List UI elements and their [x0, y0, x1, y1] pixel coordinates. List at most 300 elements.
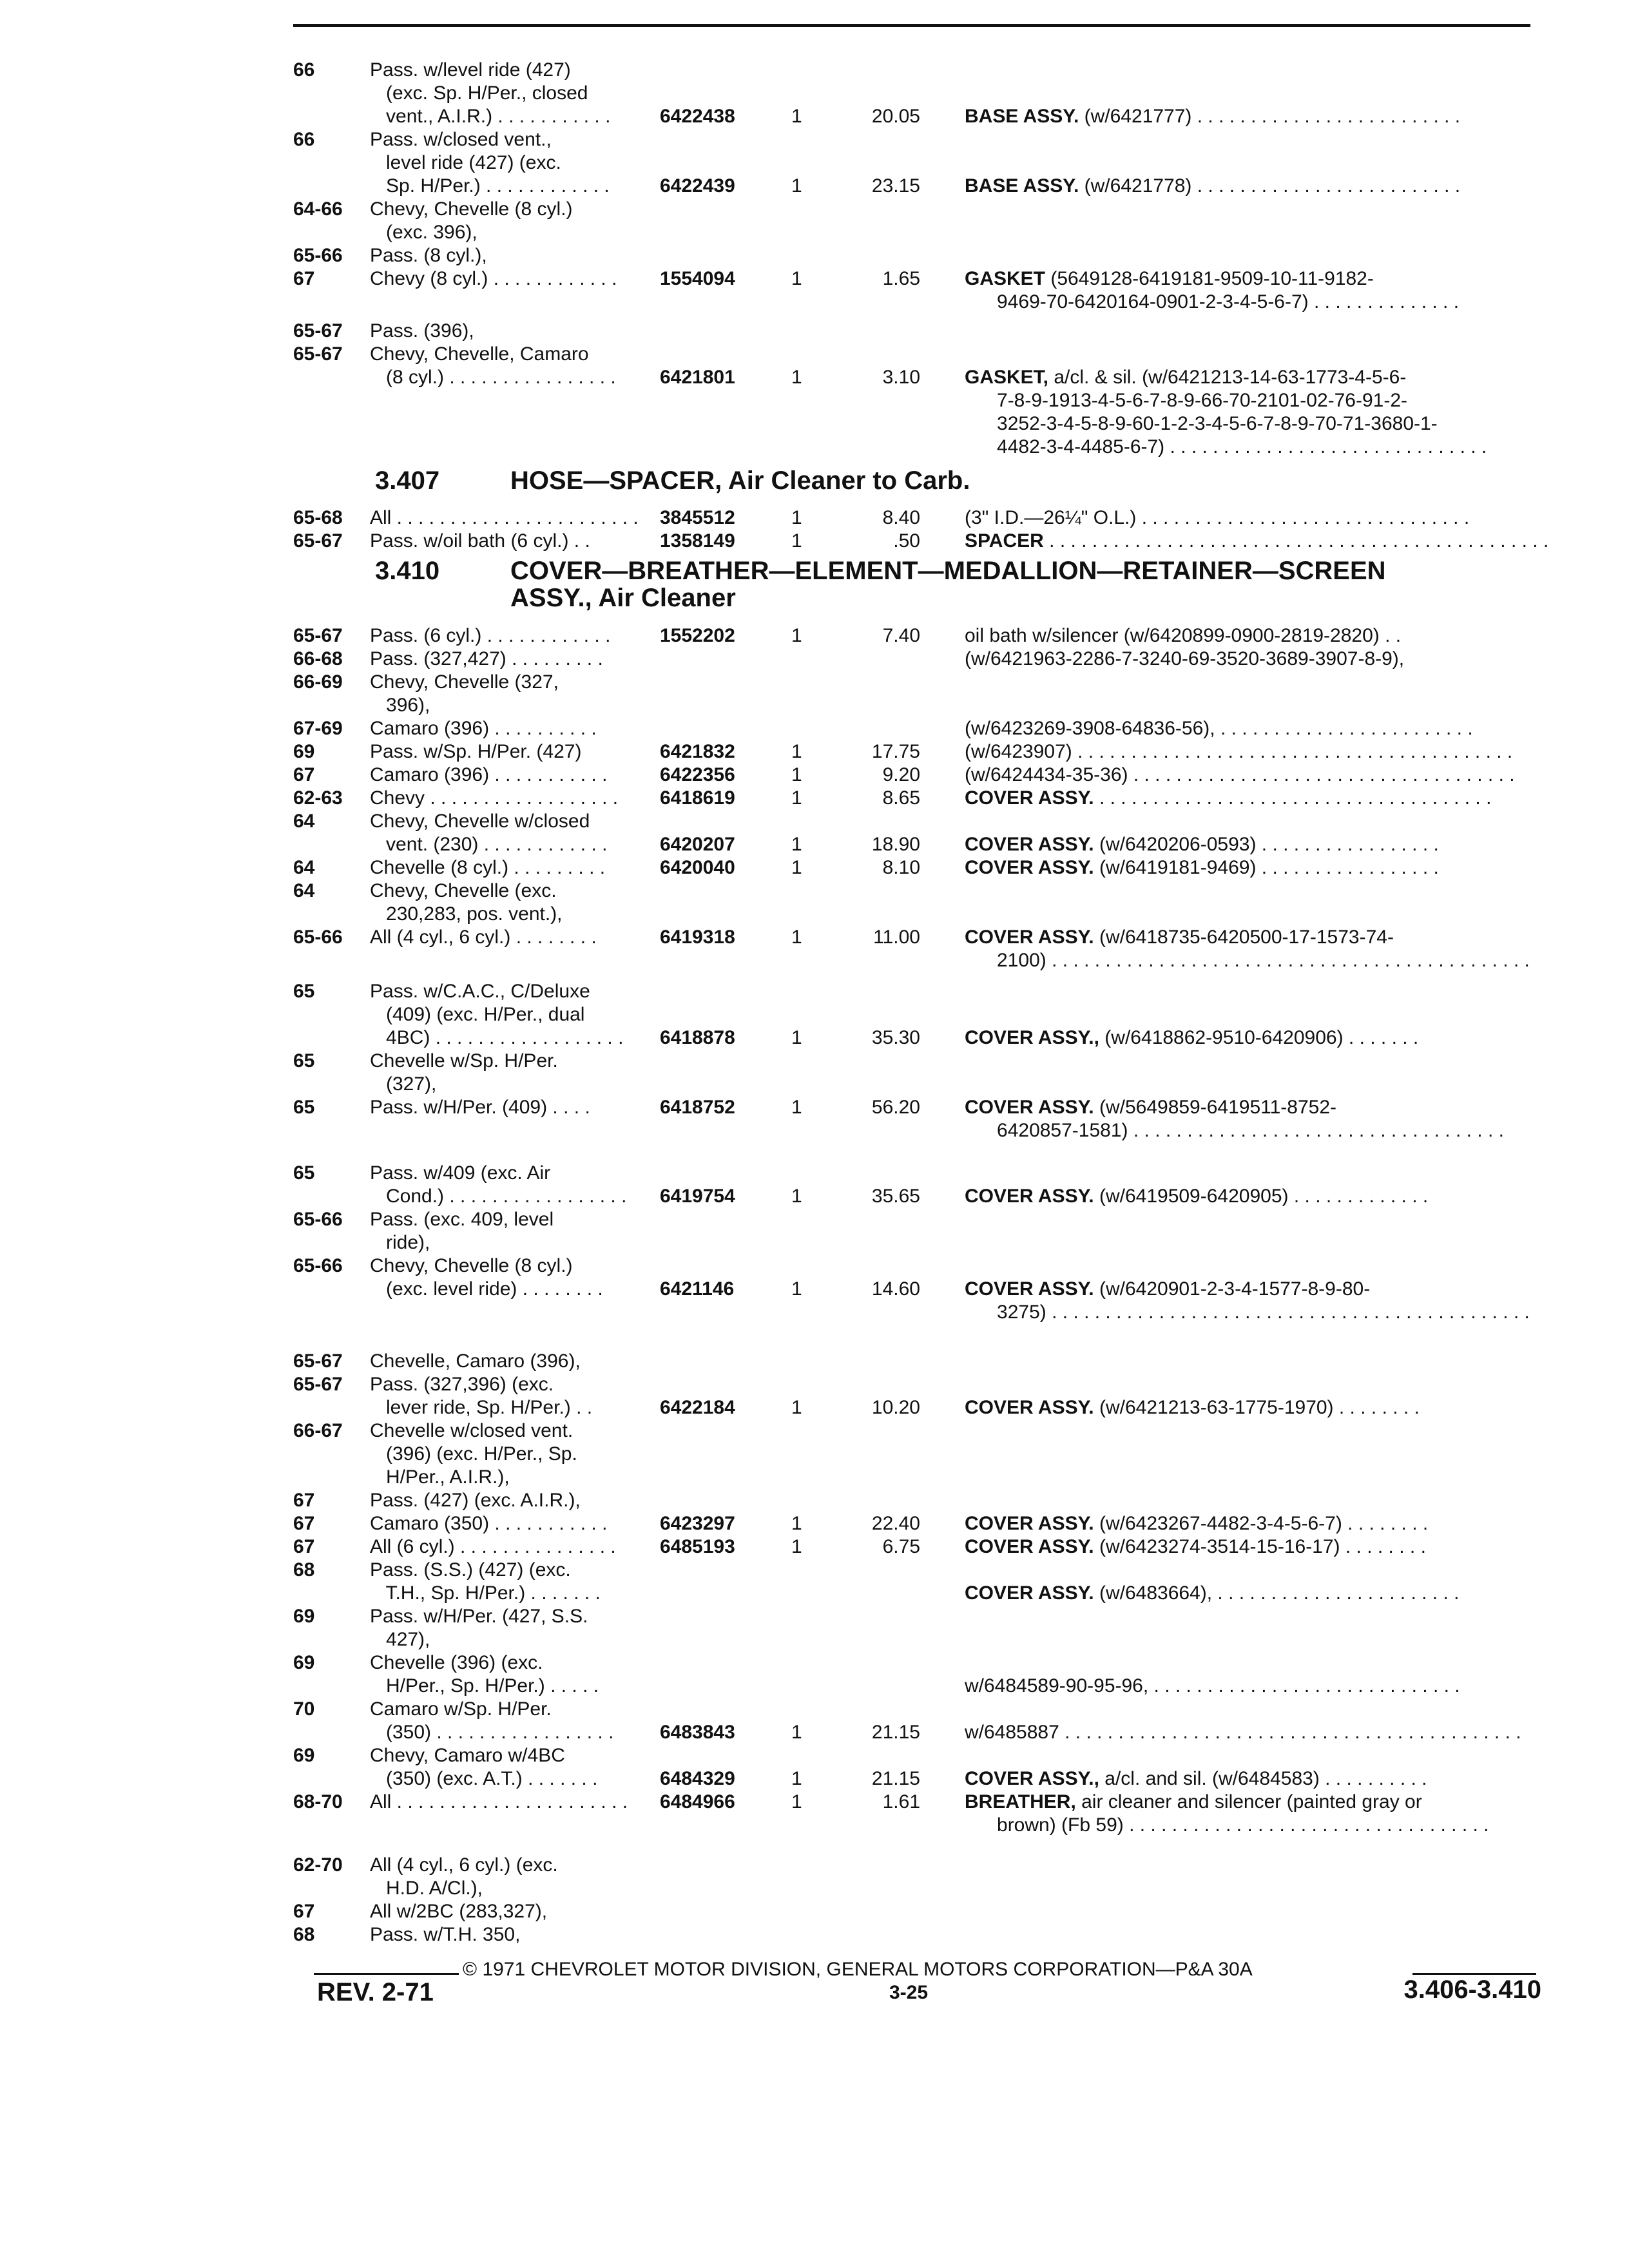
description — [965, 1277, 1370, 1302]
quantity: 1 — [791, 1513, 802, 1534]
model-year: 65-66 — [293, 927, 343, 948]
listing-row — [0, 197, 1629, 223]
listing-row — [0, 435, 1629, 461]
part-number: 6419318 — [660, 927, 735, 948]
description — [965, 1396, 1420, 1420]
application: Chevy . . . . . . . . . . . . . . . . . . — [370, 787, 619, 809]
description-bold: SPACER — [965, 530, 1044, 552]
listing-row — [0, 1720, 1629, 1746]
part-number: 6422438 — [660, 106, 735, 127]
listing-row — [0, 151, 1629, 177]
description-bold: COVER ASSY. — [965, 1582, 1094, 1604]
application: (350) . . . . . . . . . . . . . . . . . — [370, 1722, 614, 1743]
description-text: w/6485887 . . . . . . . . . . . . . . . . . . . . . . . . . . . . . . . . . . . . . . . . . . . — [965, 1722, 1521, 1743]
model-year: 65-68 — [293, 507, 343, 528]
description-text: (w/6424434-35-36) . . . . . . . . . . . . . . . . . . . . . . . . . . . . . . . . . . . . — [965, 764, 1515, 785]
description — [965, 948, 1530, 973]
listing-row — [0, 809, 1629, 835]
quantity: 1 — [791, 175, 802, 197]
description — [965, 1674, 1460, 1698]
footer-rule-right — [1412, 1973, 1536, 1975]
listing-row — [0, 1396, 1629, 1421]
price: 14.60 — [871, 1278, 920, 1300]
model-year: 67 — [293, 268, 315, 289]
part-number: 6421801 — [660, 367, 735, 388]
price: 1.61 — [882, 1791, 920, 1812]
model-year: 68 — [293, 1559, 315, 1581]
listing-row — [0, 267, 1629, 293]
description-text: (w/6418735-6420500-17-1573-74- — [1094, 927, 1394, 948]
model-year: 65-67 — [293, 625, 343, 646]
description-bold: COVER ASSY. — [965, 857, 1094, 878]
description — [965, 1581, 1459, 1606]
description-text: 4482-3-4-4485-6-7) . . . . . . . . . . . . . . . . . . . . . . . . . . . . . . — [965, 436, 1487, 457]
description-text: brown) (Fb 59) . . . . . . . . . . . . . . . . . . . . . . . . . . . . . . . . . . — [965, 1814, 1489, 1836]
application: (8 cyl.) . . . . . . . . . . . . . . . . — [370, 367, 616, 388]
listing-row — [0, 1003, 1629, 1028]
application: vent. (230) . . . . . . . . . . . . — [370, 834, 608, 855]
description-text: 9469-70-6420164-0901-2-3-4-5-6-7) . . . . . . . . . . . . . . — [965, 291, 1460, 312]
description-text: 3275) . . . . . . . . . . . . . . . . . . . . . . . . . . . . . . . . . . . . . . . . . . . . . — [965, 1302, 1530, 1323]
description-text: (w/6418862-9510-6420906) . . . . . . . — [1099, 1027, 1419, 1048]
description-text: . . . . . . . . . . . . . . . . . . . . . . . . . . . . . . . . . . . . . . . . . . . . . . . — [1043, 530, 1549, 552]
description-bold: COVER ASSY. — [965, 1513, 1094, 1534]
application: Pass. w/Sp. H/Per. (427) — [370, 741, 582, 762]
model-year: 66-68 — [293, 648, 343, 669]
application: Chevy, Chevelle (8 cyl.) — [370, 1255, 573, 1276]
price: 21.15 — [871, 1768, 920, 1789]
listing-row — [0, 1419, 1629, 1445]
model-year: 66 — [293, 129, 315, 150]
application: Chevelle (396) (exc. — [370, 1652, 543, 1673]
model-year: 65-67 — [293, 1350, 343, 1372]
description-bold: COVER ASSY., — [965, 1027, 1099, 1048]
model-year: 65-66 — [293, 1255, 343, 1276]
application: Camaro w/Sp. H/Per. — [370, 1698, 552, 1720]
listing-row — [0, 1072, 1629, 1098]
price: 6.75 — [882, 1536, 920, 1557]
part-number: 6418619 — [660, 787, 735, 809]
description-bold: GASKET — [965, 268, 1046, 289]
quantity: 1 — [791, 787, 802, 809]
listing-row — [0, 1465, 1629, 1491]
application: level ride (427) (exc. — [370, 152, 561, 173]
description-text: (w/6420901-2-3-4-1577-8-9-80- — [1094, 1278, 1371, 1300]
part-number: 6484966 — [660, 1791, 735, 1812]
listing-row — [0, 1372, 1629, 1398]
listing-row — [0, 1231, 1629, 1256]
model-year: 69 — [293, 1652, 315, 1673]
description-text: (w/6483664), . . . . . . . . . . . . . . . . . . . . . . . — [1094, 1582, 1460, 1604]
description-text: (w/6423267-4482-3-4-5-6-7) . . . . . . . . — [1094, 1513, 1429, 1534]
model-year: 67 — [293, 1490, 315, 1511]
application: (exc. Sp. H/Per., closed — [370, 82, 588, 104]
part-number: 1358149 — [660, 530, 735, 552]
model-year: 65 — [293, 1097, 315, 1118]
listing-row — [0, 1899, 1629, 1925]
model-year: 65 — [293, 981, 315, 1002]
listing-row — [0, 1744, 1629, 1769]
description — [965, 365, 1406, 390]
price: 22.40 — [871, 1513, 920, 1534]
description-text: (w/6419181-9469) . . . . . . . . . . . . . . . . . — [1094, 857, 1439, 878]
application: Chevy, Chevelle (327, — [370, 671, 559, 693]
application: Chevy, Chevelle w/closed — [370, 811, 590, 832]
quantity: 1 — [791, 1536, 802, 1557]
listing-row — [0, 389, 1629, 414]
listing-row — [0, 1853, 1629, 1879]
application: 396), — [370, 695, 430, 716]
model-year: 66-69 — [293, 671, 343, 693]
description-bold: COVER ASSY. — [965, 834, 1094, 855]
price: 18.90 — [871, 834, 920, 855]
application: All . . . . . . . . . . . . . . . . . . . . . . — [370, 1791, 628, 1812]
description-bold: COVER ASSY. — [965, 1097, 1094, 1118]
description-text: 7-8-9-1913-4-5-6-7-8-9-66-70-2101-02-76-91-2- — [965, 390, 1408, 411]
model-year: 65 — [293, 1050, 315, 1072]
part-number: 6418878 — [660, 1027, 735, 1048]
listing-row — [0, 624, 1629, 649]
quantity: 1 — [791, 1186, 802, 1207]
application: 230,283, pos. vent.), — [370, 903, 563, 925]
description-text: (3" I.D.—26¼" O.L.) . . . . . . . . . . . . . . . . . . . . . . . . . . . . . . . — [965, 507, 1470, 528]
application: Pass. w/H/Per. (427, S.S. — [370, 1606, 588, 1627]
model-year: 64 — [293, 811, 315, 832]
listing-row — [0, 128, 1629, 153]
application: Pass. (427) (exc. A.I.R.), — [370, 1490, 581, 1511]
description-text: 3252-3-4-5-8-9-60-1-2-3-4-5-6-7-8-9-70-71-3680-1- — [965, 413, 1438, 434]
listing-row — [0, 81, 1629, 107]
section-subtitle-3-410: ASSY., Air Cleaner — [510, 584, 736, 612]
price: .50 — [893, 530, 920, 552]
listing-row — [0, 412, 1629, 437]
description-bold: COVER ASSY. — [965, 1278, 1094, 1300]
section-range: 3.406-3.410 — [1403, 1975, 1541, 2004]
part-number: 6421832 — [660, 741, 735, 762]
application: Pass. (8 cyl.), — [370, 245, 487, 266]
model-year: 65 — [293, 1162, 315, 1184]
price: 21.15 — [871, 1722, 920, 1743]
section-title: HOSE—SPACER, Air Cleaner to Carb. — [510, 466, 970, 495]
listing-row — [0, 740, 1629, 765]
application: Chevy, Camaro w/4BC — [370, 1745, 565, 1766]
quantity: 1 — [791, 1027, 802, 1048]
price: 3.10 — [882, 367, 920, 388]
listing-row — [0, 1254, 1629, 1280]
listing-row — [0, 1651, 1629, 1677]
description-text: (w/6419509-6420905) . . . . . . . . . . . . . — [1094, 1186, 1429, 1207]
price: 23.15 — [871, 175, 920, 197]
listing-row — [0, 104, 1629, 130]
description — [965, 1813, 1489, 1838]
listing-row — [0, 1674, 1629, 1700]
application: Pass. (6 cyl.) . . . . . . . . . . . . — [370, 625, 611, 646]
model-year: 64-66 — [293, 198, 343, 220]
description-text: . . . . . . . . . . . . . . . . . . . . . . . . . . . . . . . . . . . . . — [1094, 787, 1492, 809]
listing-row — [0, 342, 1629, 368]
section-number: 3.407 — [375, 466, 440, 495]
application: Pass. w/T.H. 350, — [370, 1924, 521, 1945]
description — [965, 389, 1407, 413]
price: 20.05 — [871, 106, 920, 127]
description — [965, 529, 1548, 553]
description-text: (w/6423274-3514-15-16-17) . . . . . . . . — [1094, 1536, 1426, 1557]
application: Camaro (350) . . . . . . . . . . . — [370, 1513, 608, 1534]
listing-row — [0, 244, 1629, 269]
price: 17.75 — [871, 741, 920, 762]
listing-row — [0, 319, 1629, 345]
description-text: 6420857-1581) . . . . . . . . . . . . . . . . . . . . . . . . . . . . . . . . . . . — [965, 1120, 1504, 1141]
listing-row — [0, 1095, 1629, 1121]
listing-row — [0, 58, 1629, 84]
model-year: 65-66 — [293, 1209, 343, 1230]
section-heading-3-410 — [375, 557, 1386, 585]
description — [965, 1535, 1426, 1559]
model-year: 66 — [293, 59, 315, 81]
model-year: 67 — [293, 1901, 315, 1922]
model-year: 67-69 — [293, 718, 343, 739]
application: Pass. w/C.A.C., C/Deluxe — [370, 981, 590, 1002]
listing-row — [0, 647, 1629, 673]
listing-row — [0, 1767, 1629, 1792]
footer-rule-left — [314, 1973, 459, 1975]
listing-row — [0, 365, 1629, 391]
description — [965, 925, 1394, 950]
model-year: 62-63 — [293, 787, 343, 809]
description-text: (w/6421213-63-1775-1970) . . . . . . . . — [1094, 1397, 1420, 1418]
application: All . . . . . . . . . . . . . . . . . . . . . . . — [370, 507, 639, 528]
listing-row — [0, 716, 1629, 742]
listing-row — [0, 1026, 1629, 1052]
listing-row — [0, 1161, 1629, 1187]
description — [965, 1095, 1336, 1120]
quantity: 1 — [791, 1791, 802, 1812]
description-text: w/6484589-90-95-96, . . . . . . . . . . . . . . . . . . . . . . . . . . . . . — [965, 1675, 1460, 1696]
model-year: 65-67 — [293, 320, 343, 341]
part-number: 6418752 — [660, 1097, 735, 1118]
description — [965, 412, 1438, 436]
description — [965, 716, 1473, 741]
application: All (6 cyl.) . . . . . . . . . . . . . . . — [370, 1536, 616, 1557]
listing-row — [0, 1790, 1629, 1816]
application: vent., A.I.R.) . . . . . . . . . . . — [370, 106, 611, 127]
price: 8.10 — [882, 857, 920, 878]
description-text: (5649128-6419181-9509-10-11-9182- — [1045, 268, 1374, 289]
listing-row — [0, 670, 1629, 696]
description-bold: COVER ASSY. — [965, 927, 1094, 948]
quantity: 1 — [791, 857, 802, 878]
description — [965, 1720, 1521, 1745]
quantity: 1 — [791, 834, 802, 855]
application: Pass. (327,427) . . . . . . . . . — [370, 648, 603, 669]
application: (exc. level ride) . . . . . . . . — [370, 1278, 603, 1300]
description — [965, 1300, 1530, 1325]
description — [965, 1767, 1427, 1791]
application: ride), — [370, 1232, 430, 1253]
model-year: 70 — [293, 1698, 315, 1720]
application: Chevy, Chevelle (8 cyl.) — [370, 198, 573, 220]
model-year: 65-66 — [293, 245, 343, 266]
model-year: 67 — [293, 764, 315, 785]
application: H.D. A/Cl.), — [370, 1878, 483, 1899]
listing-row — [0, 979, 1629, 1005]
quantity: 1 — [791, 625, 802, 646]
application: Pass. w/closed vent., — [370, 129, 552, 150]
description-text: a/cl. and sil. (w/6484583) . . . . . . . . . . — [1099, 1768, 1427, 1789]
description-text: (w/6421777) . . . . . . . . . . . . . . . . . . . . . . . . . — [1079, 106, 1461, 127]
application: Chevy, Chevelle (exc. — [370, 880, 557, 901]
description-text: a/cl. & sil. (w/6421213-14-63-1773-4-5-6- — [1048, 367, 1407, 388]
description-text: air cleaner and silencer (painted gray or — [1075, 1791, 1422, 1812]
listing-row — [0, 786, 1629, 812]
listing-row — [0, 1628, 1629, 1653]
top-rule — [293, 24, 1530, 27]
quantity: 1 — [791, 1397, 802, 1418]
quantity: 1 — [791, 106, 802, 127]
price: 10.20 — [871, 1397, 920, 1418]
description-text: 2100) . . . . . . . . . . . . . . . . . . . . . . . . . . . . . . . . . . . . . . . . . . . . . — [965, 950, 1530, 971]
application: Pass. w/level ride (427) — [370, 59, 571, 81]
model-year: 69 — [293, 1606, 315, 1627]
price: 35.30 — [871, 1027, 920, 1048]
part-number: 3845512 — [660, 507, 735, 528]
copyright-line: © 1971 CHEVROLET MOTOR DIVISION, GENERAL MOTORS CORPORATION—P&A 30A — [463, 1959, 1253, 1980]
application: Pass. w/409 (exc. Air — [370, 1162, 551, 1184]
description — [965, 174, 1460, 198]
application: (exc. 396), — [370, 222, 477, 243]
application: Chevelle w/Sp. H/Per. — [370, 1050, 558, 1072]
description-bold: COVER ASSY. — [965, 1397, 1094, 1418]
model-year: 65-67 — [293, 343, 343, 365]
description — [965, 740, 1512, 764]
application: Pass. (exc. 409, level — [370, 1209, 554, 1230]
part-number: 6419754 — [660, 1186, 735, 1207]
application: Chevy (8 cyl.) . . . . . . . . . . . . — [370, 268, 617, 289]
quantity: 1 — [791, 507, 802, 528]
description-bold: COVER ASSY. — [965, 787, 1094, 809]
description — [965, 647, 1404, 671]
description — [965, 1026, 1418, 1050]
quantity: 1 — [791, 927, 802, 948]
listing-row — [0, 1300, 1629, 1326]
listing-row — [0, 902, 1629, 928]
application: Pass. (S.S.) (427) (exc. — [370, 1559, 571, 1581]
description-bold: BREATHER, — [965, 1791, 1076, 1812]
listing-row — [0, 1512, 1629, 1537]
model-year: 66-67 — [293, 1420, 343, 1441]
listing-row — [0, 1488, 1629, 1514]
listing-row — [0, 1876, 1629, 1902]
listing-row — [0, 1277, 1629, 1303]
description-bold: GASKET, — [965, 367, 1049, 388]
listing-row — [0, 290, 1629, 316]
model-year: 64 — [293, 880, 315, 901]
application: Chevelle w/closed vent. — [370, 1420, 574, 1441]
model-year: 65-67 — [293, 530, 343, 552]
application: All w/2BC (283,327), — [370, 1901, 548, 1922]
listing-row — [0, 1558, 1629, 1584]
price: 7.40 — [882, 625, 920, 646]
listing-row — [0, 1184, 1629, 1210]
listing-row — [0, 1207, 1629, 1233]
price: 1.65 — [882, 268, 920, 289]
quantity: 1 — [791, 1722, 802, 1743]
part-number: 6420207 — [660, 834, 735, 855]
application: H/Per., A.I.R.), — [370, 1466, 510, 1488]
description — [965, 624, 1401, 648]
listing-row — [0, 506, 1629, 532]
description-text: (w/6421963-2286-7-3240-69-3520-3689-3907-8-9), — [965, 648, 1405, 669]
description — [965, 856, 1439, 880]
part-number: 6422439 — [660, 175, 735, 197]
application: Chevelle, Camaro (396), — [370, 1350, 581, 1372]
part-number: 6422356 — [660, 764, 735, 785]
part-number: 6484329 — [660, 1768, 735, 1789]
quantity: 1 — [791, 367, 802, 388]
application: Chevelle (8 cyl.) . . . . . . . . . — [370, 857, 606, 878]
description — [965, 763, 1515, 787]
quantity: 1 — [791, 1768, 802, 1789]
description-text: (w/6423269-3908-64836-56), . . . . . . . . . . . . . . . . . . . . . . . . — [965, 718, 1473, 739]
application: lever ride, Sp. H/Per.) . . — [370, 1397, 593, 1418]
revision-label: REV. 2-71 — [317, 1978, 434, 2006]
part-number: 1554094 — [660, 268, 735, 289]
listing-row — [0, 1119, 1629, 1144]
listing-row — [0, 1697, 1629, 1723]
listing-row — [0, 220, 1629, 246]
listing-row — [0, 948, 1629, 974]
listing-row — [0, 856, 1629, 881]
quantity: 1 — [791, 1097, 802, 1118]
description — [965, 1184, 1428, 1209]
quantity: 1 — [791, 268, 802, 289]
application: (327), — [370, 1073, 437, 1095]
application: All (4 cyl., 6 cyl.) . . . . . . . . — [370, 927, 597, 948]
part-number: 6483843 — [660, 1722, 735, 1743]
quantity: 1 — [791, 1278, 802, 1300]
application: Camaro (396) . . . . . . . . . . — [370, 718, 597, 739]
price: 11.00 — [873, 927, 920, 948]
description-text: (w/6420206-0593) . . . . . . . . . . . . . . . . . — [1094, 834, 1439, 855]
description — [965, 435, 1487, 459]
application: Cond.) . . . . . . . . . . . . . . . . . — [370, 1186, 627, 1207]
description — [965, 786, 1491, 811]
price: 56.20 — [871, 1097, 920, 1118]
model-year: 67 — [293, 1536, 315, 1557]
part-number: 6421146 — [660, 1278, 735, 1300]
description-bold: BASE ASSY. — [965, 106, 1079, 127]
application: Pass. (327,396) (exc. — [370, 1374, 554, 1395]
application: Camaro (396) . . . . . . . . . . . — [370, 764, 608, 785]
model-year: 62-70 — [293, 1854, 343, 1876]
listing-row — [0, 925, 1629, 951]
listing-row — [0, 1535, 1629, 1561]
model-year: 67 — [293, 1513, 315, 1534]
description-bold: COVER ASSY., — [965, 1768, 1099, 1789]
listing-row — [0, 1581, 1629, 1607]
model-year: 69 — [293, 1745, 315, 1766]
application: (409) (exc. H/Per., dual — [370, 1004, 585, 1025]
part-number: 6485193 — [660, 1536, 735, 1557]
description — [965, 1119, 1504, 1143]
description — [965, 506, 1469, 530]
listing-row — [0, 763, 1629, 789]
model-year: 68 — [293, 1924, 315, 1945]
listing-row — [0, 1442, 1629, 1468]
section-title: COVER—BREATHER—ELEMENT—MEDALLION—RETAINER—SCREEN — [510, 557, 1386, 585]
model-year: 64 — [293, 857, 315, 878]
listing-row — [0, 879, 1629, 905]
